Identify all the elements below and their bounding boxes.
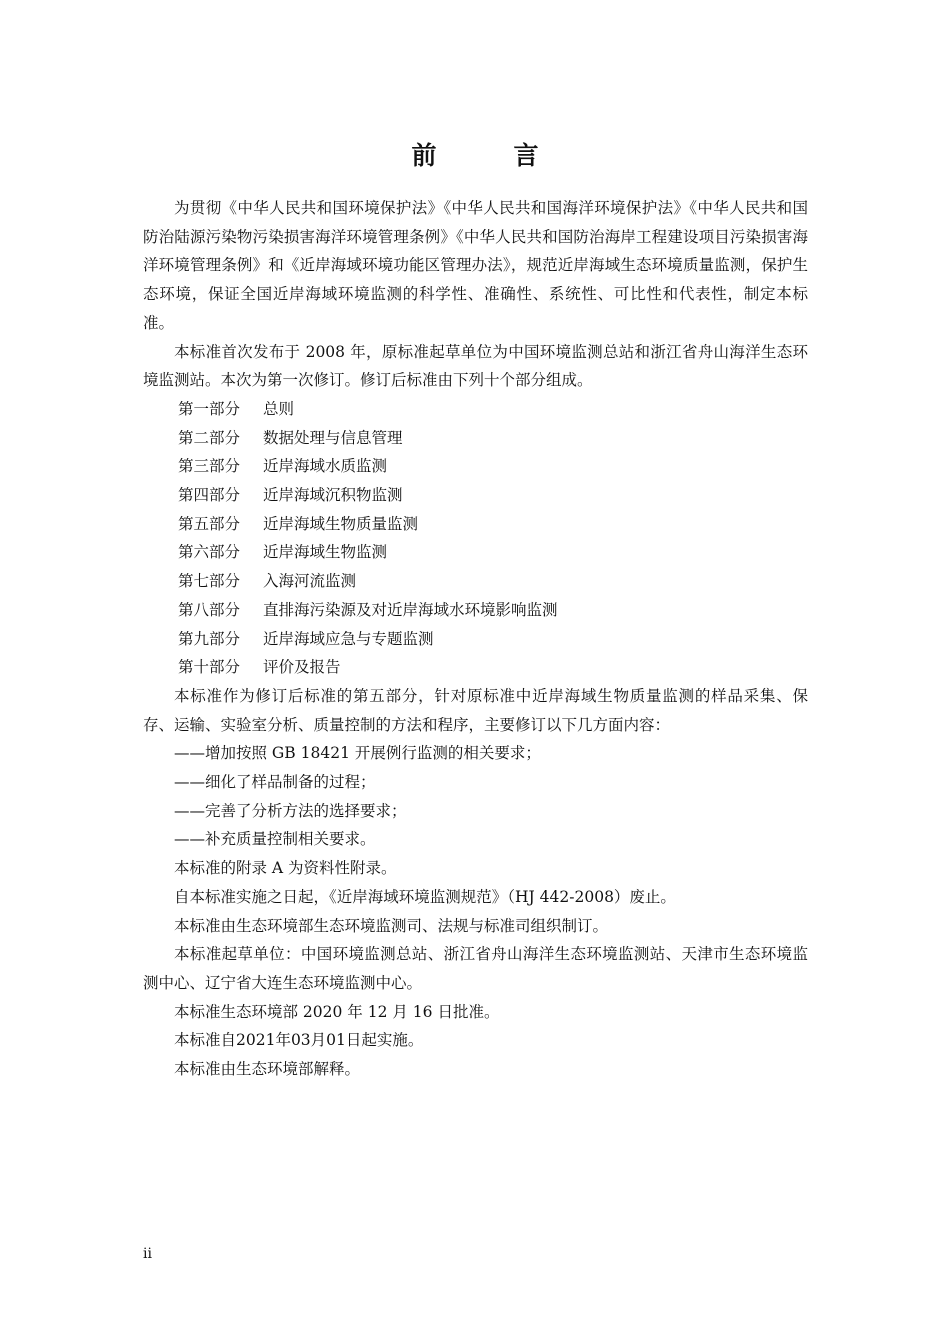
part-name: 近岸海域水质监测 xyxy=(263,457,388,476)
part-row xyxy=(143,452,808,481)
parts-list xyxy=(143,395,808,682)
part-name: 近岸海域生物监测 xyxy=(263,543,388,562)
part-row xyxy=(143,538,808,567)
paragraph-approved: 本标准生态环境部 2020 年 12 月 16 日批准。 xyxy=(174,1002,500,1021)
part-number: 第七部分 xyxy=(178,572,241,591)
paragraph-history: 本标准首次发布于 2008 年，原标准起草单位为中国环境监测总站和浙江省舟山海洋生态环境监测站。本次为第一次修订。修订后标准由下列十个部分组成。 xyxy=(143,342,808,390)
part-row xyxy=(143,481,808,510)
part-row xyxy=(143,510,808,539)
part-name: 评价及报告 xyxy=(263,658,341,677)
page-number: ii xyxy=(143,1246,152,1262)
part-row xyxy=(143,625,808,654)
part-row xyxy=(143,424,808,453)
paragraph-interpretation: 本标准由生态环境部解释。 xyxy=(174,1060,361,1079)
paragraph-purpose: 为贯彻《中华人民共和国环境保护法》《中华人民共和国海洋环境保护法》《中华人民共和国防治陆源污染物污染损害海洋环境管理条例》《中华人民共和国防治海岸工程建设项目污染损害海洋环境管理条例》和《近岸海域环境功能区管理办法》，规范近岸海域生态环境质量监测，保护生态环境，保证全国近岸海域环境监测的科学性、准确性、系统性、可比性和代表性，制定本标准。 xyxy=(143,199,808,332)
part-name: 数据处理与信息管理 xyxy=(263,428,403,447)
part-number: 第四部分 xyxy=(178,486,241,505)
page-title: 前 言 xyxy=(411,141,565,170)
part-number: 第一部分 xyxy=(178,399,241,418)
part-name: 入海河流监测 xyxy=(263,572,357,591)
part-number: 第十部分 xyxy=(178,658,241,677)
part-row xyxy=(143,596,808,625)
part-name: 直排海污染源及对近岸海域水环境影响监测 xyxy=(263,600,558,619)
part-row xyxy=(143,395,808,424)
part-number: 第二部分 xyxy=(178,428,241,447)
part-name: 总则 xyxy=(263,399,295,418)
part-number: 第五部分 xyxy=(178,514,241,533)
paragraph-revision-intro: 本标准作为修订后标准的第五部分，针对原标准中近岸海域生物质量监测的样品采集、保存、运输、实验室分析、质量控制的方法和程序，主要修订以下几方面内容： xyxy=(143,686,808,734)
part-name: 近岸海域应急与专题监测 xyxy=(263,629,434,648)
part-number: 第九部分 xyxy=(178,629,241,648)
part-name: 近岸海域沉积物监测 xyxy=(263,486,403,505)
document-body xyxy=(143,194,808,1084)
paragraph-effective: 本标准自2021年03月01日起实施。 xyxy=(174,1031,424,1050)
paragraph-abolish: 自本标准实施之日起，《近岸海域环境监测规范》（HJ 442-2008）废止。 xyxy=(174,887,676,906)
paragraph-organizer: 本标准由生态环境部生态环境监测司、法规与标准司组织制订。 xyxy=(174,916,609,935)
part-number: 第三部分 xyxy=(178,457,241,476)
revision-item: ——细化了样品制备的过程； xyxy=(174,773,376,792)
revision-list xyxy=(143,739,808,854)
revision-item: ——增加按照 GB 18421 开展例行监测的相关要求； xyxy=(174,744,541,763)
paragraph-drafters: 本标准起草单位：中国环境监测总站、浙江省舟山海洋生态环境监测站、天津市生态环境监测中心、辽宁省大连生态环境监测中心。 xyxy=(143,945,808,992)
part-name: 近岸海域生物质量监测 xyxy=(263,514,419,533)
paragraph-appendix: 本标准的附录 A 为资料性附录。 xyxy=(174,859,397,878)
part-number: 第六部分 xyxy=(178,543,241,562)
part-row xyxy=(143,567,808,596)
revision-item: ——完善了分析方法的选择要求； xyxy=(174,801,407,820)
part-row xyxy=(143,653,808,682)
part-number: 第八部分 xyxy=(178,600,241,619)
revision-item: ——补充质量控制相关要求。 xyxy=(174,830,376,849)
